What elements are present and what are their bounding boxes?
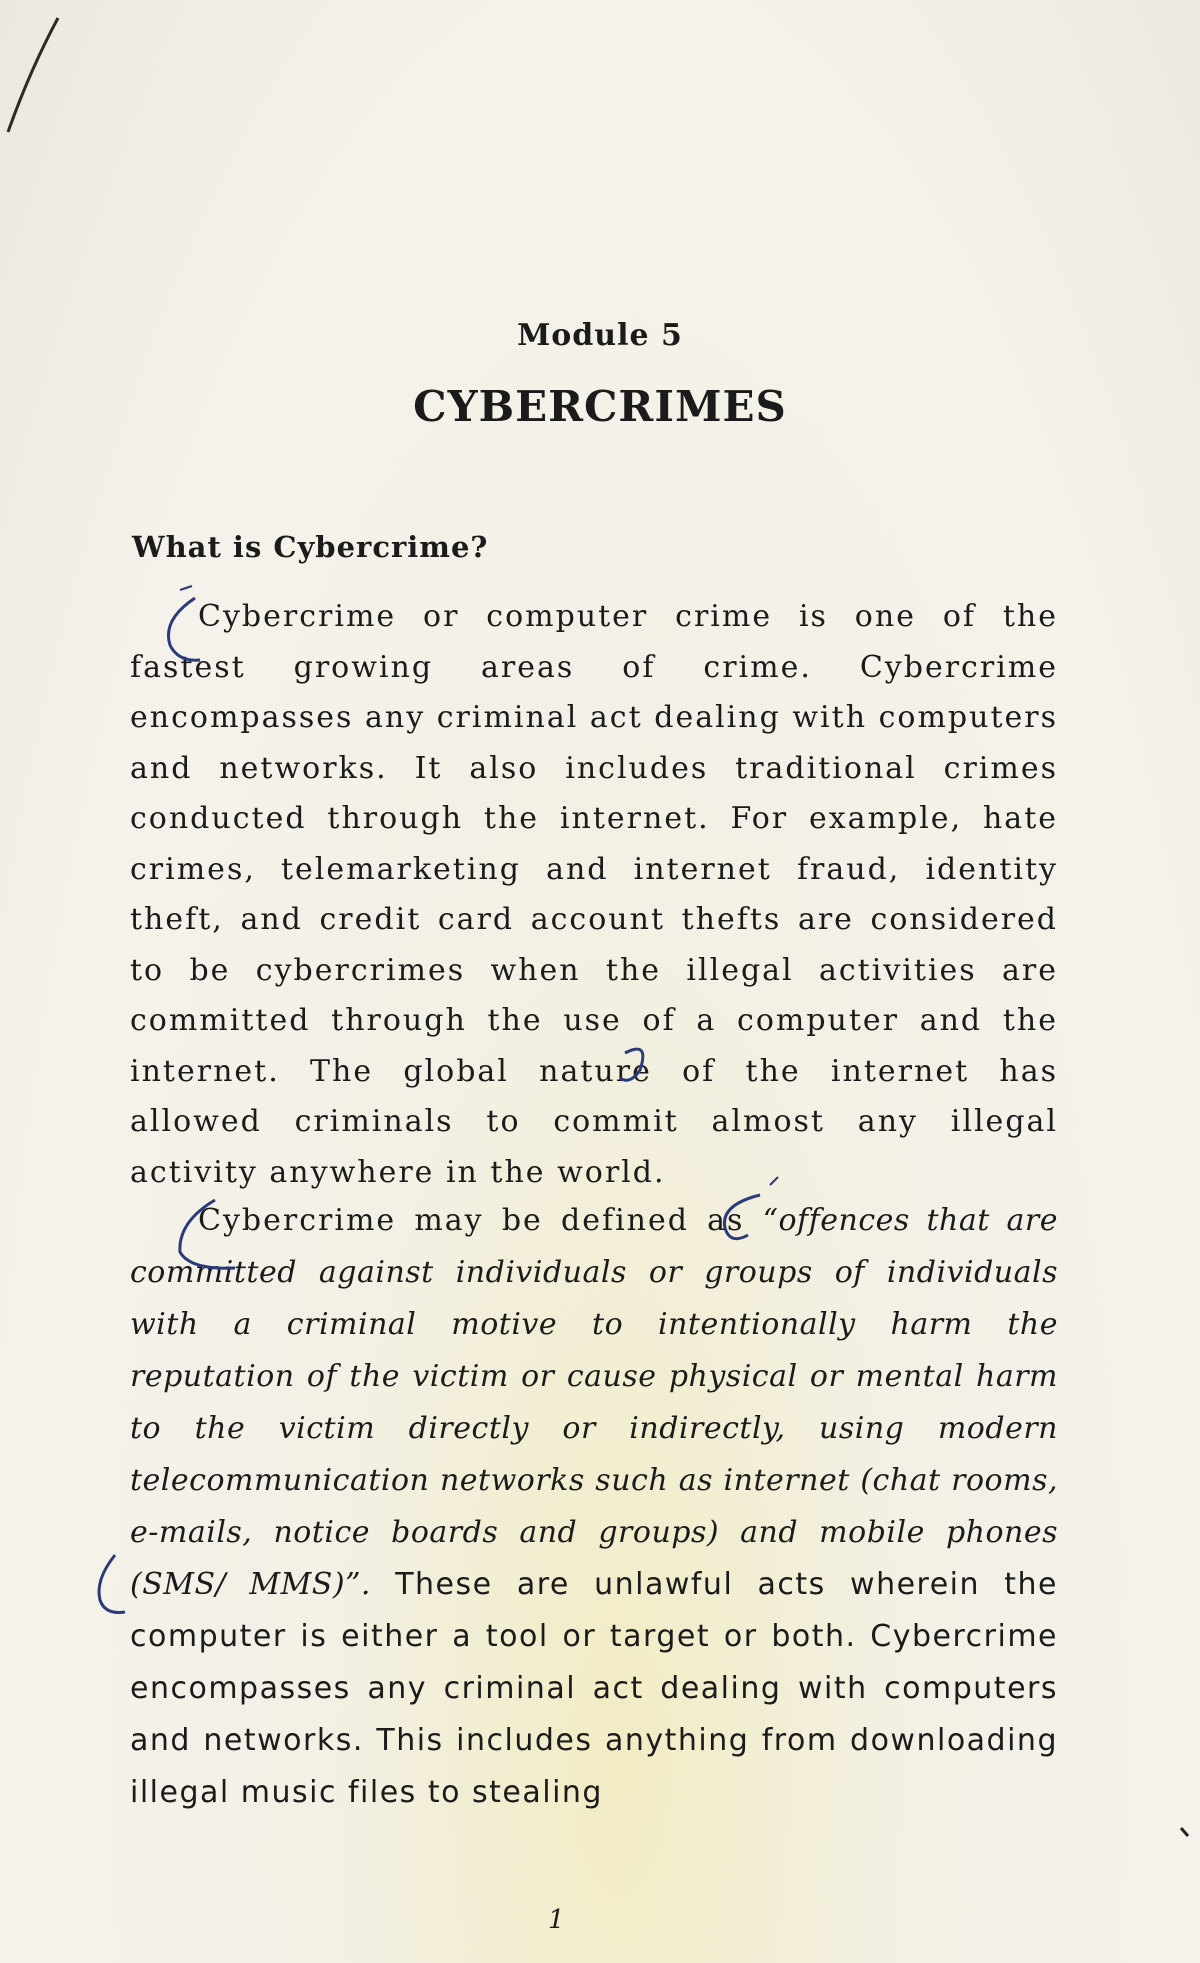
page-number: 1 bbox=[548, 1905, 565, 1935]
paragraph-1: Cybercrime or computer crime is one of the fastest growing areas of crime. Cybercrime encompasses any criminal act dealing with computers and networks. It also includes traditional crimes conducted through the internet. For example, hate crimes, telemarketing and internet fraud, identity theft, and credit card account thefts are considered to be cybercrimes when the illegal activities are committed through the use of a computer and the internet. The global nature of the internet has allowed criminals to commit almost any illegal activity anywhere in the world. bbox=[130, 599, 1058, 1190]
margin-tick bbox=[1178, 1825, 1192, 1839]
chapter-title: CYBERCRIMES bbox=[413, 382, 787, 431]
pen-stroke-mark bbox=[0, 0, 70, 140]
paragraph-2-lead: Cybercrime may be defined as bbox=[198, 1203, 763, 1238]
paragraph-2 bbox=[130, 1195, 1058, 1819]
bracket-annotation-5 bbox=[99, 1555, 125, 1613]
definition-quote: “offences that are committed against individuals or groups of individuals with a criminal motive to intentionally harm the reputation of the victim or cause physical or mental harm to the victim directly or indirectly, using modern telecommunication networks such as internet (chat rooms, e-mails, notice boards and groups) and mobile phones (SMS/ MMS)”. bbox=[130, 1203, 1058, 1602]
section-heading: What is Cybercrime? bbox=[132, 530, 489, 564]
paragraph-2-tail: These are unlawful acts wherein the computer is either a tool or target or both. Cybercrime encompasses any criminal act dealing with computers and networks. This includes anything from downloading illegal music files to stealing bbox=[130, 1567, 1058, 1810]
module-label: Module 5 bbox=[517, 318, 683, 353]
